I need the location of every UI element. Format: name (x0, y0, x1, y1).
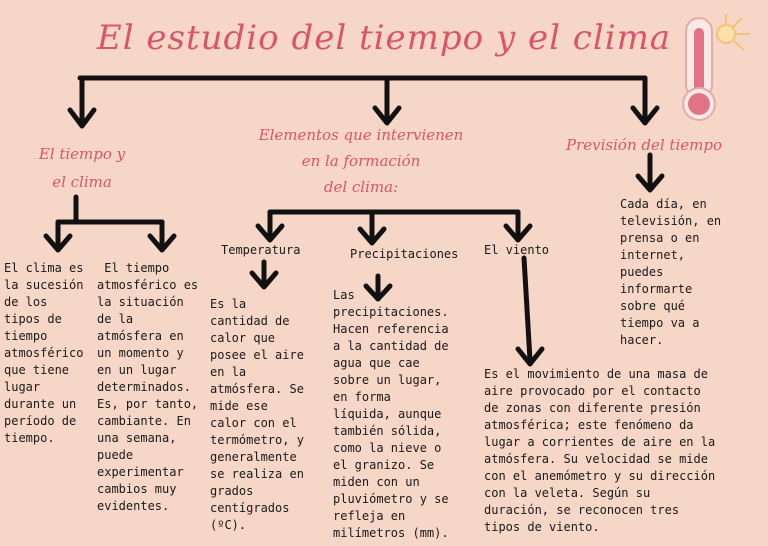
label-temperature: Temperatura (221, 243, 301, 257)
text-weather-definition: El tiempo atmosférico es la situación de la atmósfera en un momento y en un lugar determinados. Es, por tanto, cambiante. En una semana, puede experimentar cambios muy evidentes. (97, 261, 199, 513)
heading-forecast: Previsión del tiempo (566, 136, 722, 154)
text-forecast-definition: Cada día, en televisión, en prensa o en internet, puedes informarte sobre qué tiempo va a hacer. (620, 197, 722, 347)
page-title: El estudio del tiempo y el clima (96, 18, 672, 58)
text-wind-definition: Es el movimiento de una masa de aire provocado por el contacto de zonas con diferente presión atmosférica; este fenómeno da lugar a corrientes de aire en la atmósfera. Su velocidad se mide con el anemómetro y su dirección con la veleta. Según su duración, se reconocen tres tipos de viento. (484, 367, 716, 534)
label-wind: El viento (484, 243, 550, 257)
heading-weather-climate: El tiempo y el clima (38, 145, 126, 191)
text-climate-definition: El clima es la sucesión de los tipos de tiempo atmosférico que tiene lugar durante un período de tiempo. (4, 261, 84, 445)
heading-elements: Elementos que intervienen en la formación del clima: (258, 126, 464, 196)
text-temperature-definition: Es la cantidad de calor que posee el aire en la atmósfera. Se mide ese calor con el termómetro, y generalmente se realiza en grados centígrados (ºC). (210, 297, 304, 532)
label-precipitation: Precipitaciones (350, 247, 459, 261)
text-precipitation-definition: Las precipitaciones. Hacen referencia a la cantidad de agua que cae sobre un lugar, en forma líquida, aunque también sólida, como la nieve o el granizo. Se miden con un pluviómetro y se refleja en milímetros (mm). (333, 288, 449, 540)
